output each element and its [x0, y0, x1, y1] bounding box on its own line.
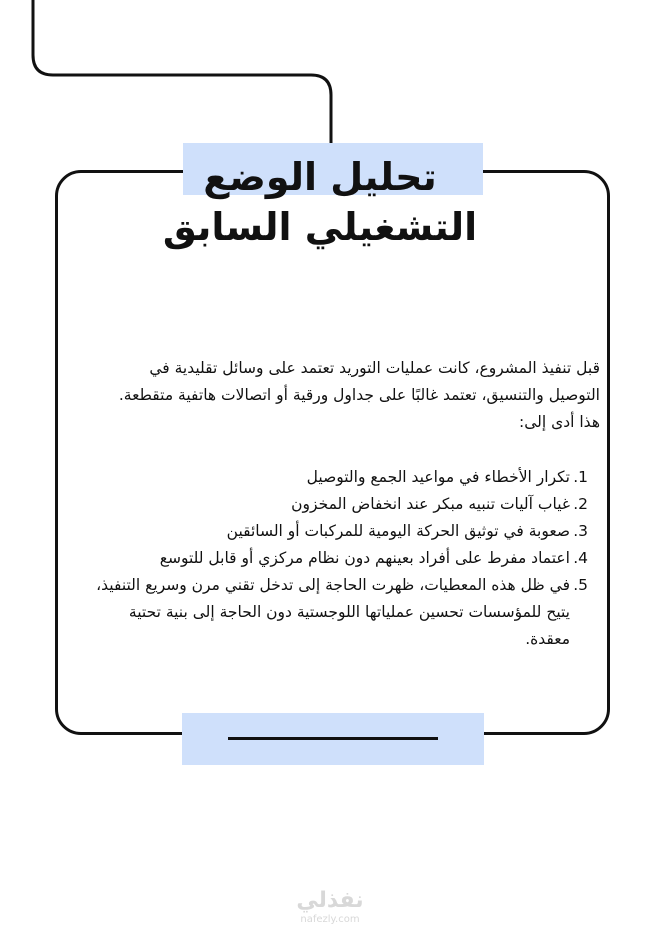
list-item-number: 1. [573, 468, 588, 486]
list-item-number: 4. [573, 549, 588, 567]
list-item [88, 572, 588, 653]
list-item-text: صعوبة في توثيق الحركة اليومية للمركبات أو السائقين [226, 522, 570, 540]
watermark-url: nafezly.com [300, 914, 360, 925]
list-item-text: تكرار الأخطاء في مواعيد الجمع والتوصيل [306, 468, 570, 486]
list-item-number: 2. [573, 495, 588, 513]
list-item [88, 464, 588, 491]
list-item-text: غياب آليات تنبيه مبكر عند انخفاض المخزون [291, 495, 570, 513]
list-item-text: اعتماد مفرط على أفراد بعينهم دون نظام مركزي أو قابل للتوسع [159, 549, 570, 567]
page-title [150, 152, 490, 252]
title-line-2: التشغيلي السابق [162, 205, 478, 249]
watermark [270, 888, 390, 926]
intro-paragraph: قبل تنفيذ المشروع، كانت عمليات التوريد تعتمد على وسائل تقليدية في التوصيل والتنسيق، تعتمد غالبًا على جداول ورقية أو اتصالات هاتفية متقطعة. هذا أدى إلى: [118, 359, 600, 431]
list-item-text: في ظل هذه المعطيات، ظهرت الحاجة إلى تدخل تقني مرن وسريع التنفيذ، يتيح للمؤسسات تحسين عملياتها اللوجستية دون الحاجة إلى بنية تحتية معقدة. [96, 576, 570, 648]
list-item [88, 518, 588, 545]
title-line-1: تحليل الوضع [203, 155, 437, 199]
watermark-logo: نفذلي [296, 888, 364, 913]
issues-list [88, 464, 588, 653]
list-item-number: 5. [573, 576, 588, 594]
list-item [88, 545, 588, 572]
list-item-number: 3. [573, 522, 588, 540]
list-item [88, 491, 588, 518]
footer-divider [228, 737, 438, 740]
